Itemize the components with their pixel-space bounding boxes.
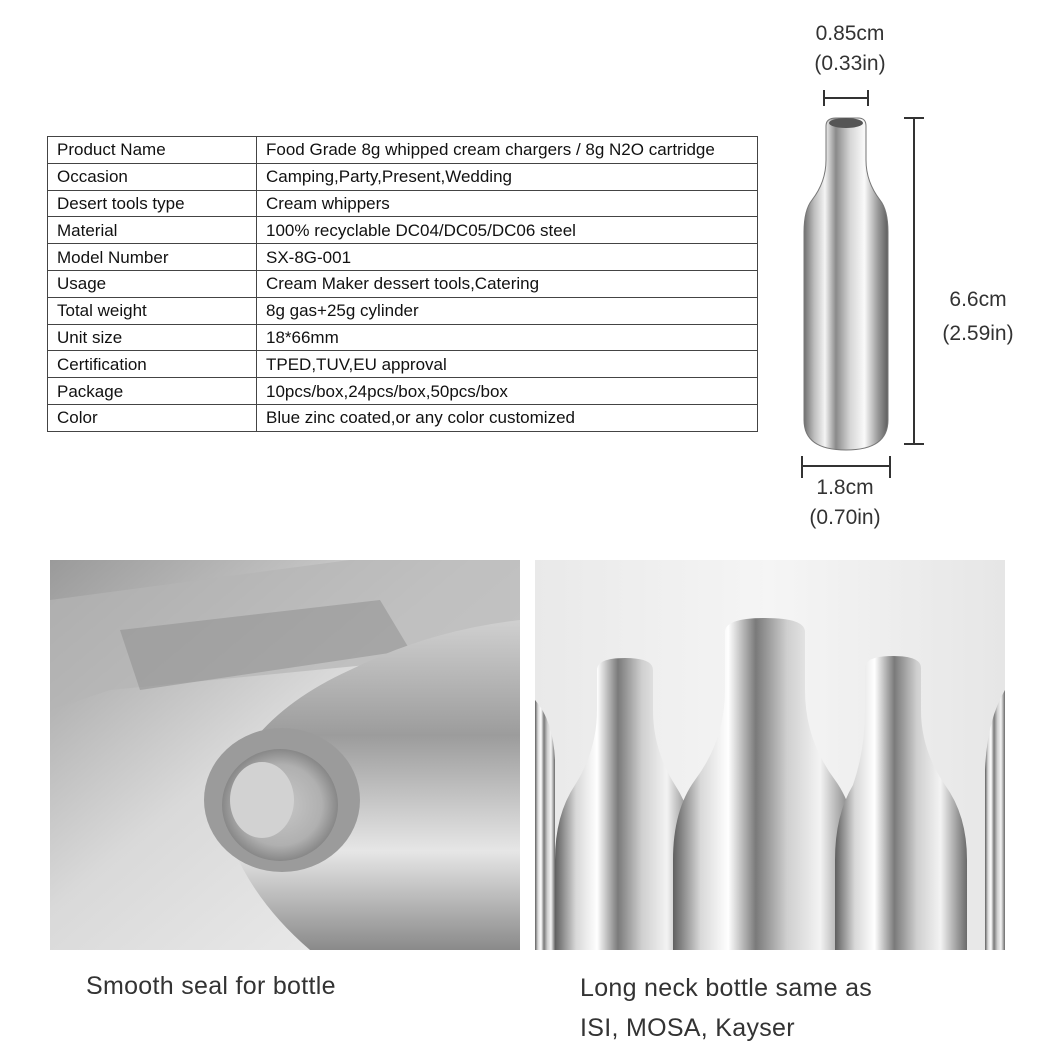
spec-value: Blue zinc coated,or any color customized [257,404,758,431]
spec-key: Material [48,217,257,244]
table-row [48,137,758,164]
spec-value: Food Grade 8g whipped cream chargers / 8g N2O cartridge [257,137,758,164]
spec-key: Desert tools type [48,190,257,217]
smooth-seal-photo [50,560,520,950]
caption-long-neck-line2: ISI, MOSA, Kayser [580,1014,795,1042]
spec-key: Package [48,378,257,405]
spec-value: TPED,TUV,EU approval [257,351,758,378]
spec-value: 18*66mm [257,324,758,351]
width-dimension-in: (0.70in) [809,506,881,529]
spec-key: Total weight [48,297,257,324]
spec-key: Unit size [48,324,257,351]
spec-value: 100% recyclable DC04/DC05/DC06 steel [257,217,758,244]
table-row [48,297,758,324]
height-dimension-cm: 6.6cm [949,288,1007,311]
spec-value: Cream Maker dessert tools,Catering [257,270,758,297]
spec-value: Camping,Party,Present,Wedding [257,163,758,190]
table-row [48,163,758,190]
top-dimension-cm: 0.85cm [815,22,885,45]
width-dimension-cm: 1.8cm [816,476,874,499]
spec-key: Color [48,404,257,431]
spec-key: Model Number [48,244,257,271]
table-row [48,270,758,297]
top-dimension-line [824,90,868,106]
spec-key: Product Name [48,137,257,164]
spec-value: SX-8G-001 [257,244,758,271]
dimension-diagram [780,10,1060,540]
spec-value: 8g gas+25g cylinder [257,297,758,324]
bottle-left-edge [535,700,555,950]
table-row [48,351,758,378]
cartridge-dimension-drawing [780,10,1060,540]
caption-long-neck-line1: Long neck bottle same as [580,974,873,1002]
height-dimension-in: (2.59in) [942,322,1014,345]
spec-table [47,136,758,432]
table-row [48,217,758,244]
long-neck-photo [535,560,1005,950]
cartridge-top [829,118,863,128]
top-dimension-in: (0.33in) [814,52,886,75]
table-row [48,324,758,351]
spec-key: Certification [48,351,257,378]
table-row [48,378,758,405]
spec-value: Cream whippers [257,190,758,217]
spec-key: Occasion [48,163,257,190]
spec-value: 10pcs/box,24pcs/box,50pcs/box [257,378,758,405]
cartridge-body [804,118,888,450]
width-dimension-line [802,456,890,478]
table-row [48,404,758,431]
spec-key: Usage [48,270,257,297]
table-row [48,244,758,271]
table-row [48,190,758,217]
height-dimension-line [904,118,924,444]
caption-smooth-seal: Smooth seal for bottle [86,972,336,1000]
